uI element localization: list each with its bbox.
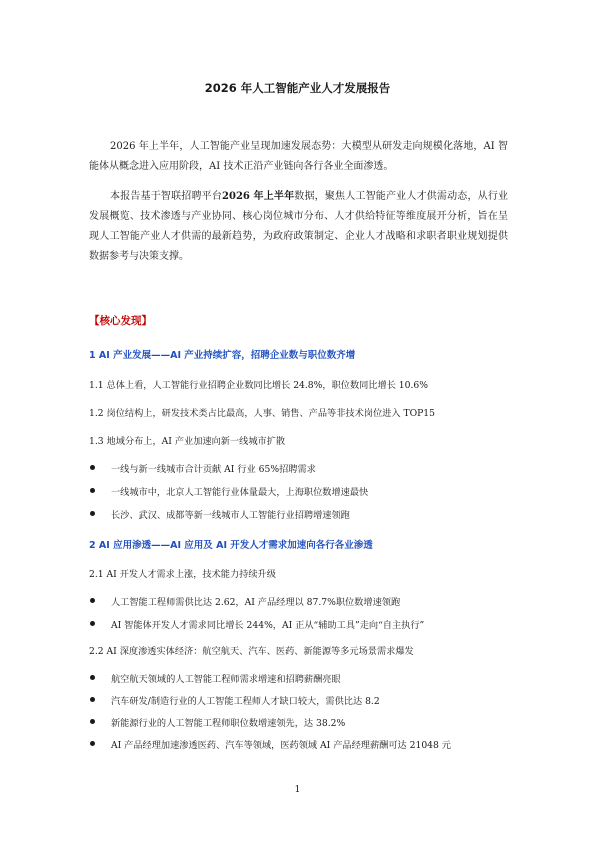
bullet-icon <box>90 465 95 470</box>
page-number: 1 <box>294 785 301 795</box>
page-title: 2026 年人工智能产业人才发展报告 <box>204 81 391 95</box>
bullet-icon <box>90 621 95 626</box>
core-findings-label: 【核心发现】 <box>89 315 152 327</box>
bullet-icon <box>90 719 95 724</box>
section-2-heading: 2 AI 应用渗透——AI 应用及 AI 开发人才需求加速向各行各业渗透 <box>89 540 373 551</box>
intro-p2-post: 数据，聚焦人工智能产业人才供需动态，从行业发展概览、技术渗透与产业协同、核心岗位城市分布、人才供给特征等维度展开分析，旨在呈现人工智能产业人才供需的最新趋势，为政府政策制定、企业人才战略和求职者职业规划提供数据参考与决策支撑。 <box>89 191 509 262</box>
section-1-heading: 1 AI 产业发展——AI 产业持续扩容，招聘企业数与职位数齐增 <box>89 350 356 361</box>
bullet-icon <box>90 488 95 493</box>
intro-p2-pre: 本报告基于智联招聘平台 <box>110 191 223 202</box>
item-1-2: 1.2 岗位结构上，研发技术类占比最高，人事、销售、产品等非技术岗位进入 TOP15 <box>89 408 435 419</box>
report-page: 2026 年人工智能产业人才发展报告 2026 年上半年，人工智能产业呈现加速发展态势：大模型从研发走向规模化落地，AI 智能体从概念进入应用阶段，AI 技术正沿产业链向各行各业全面渗透。 本报告基于智联招聘平台2026 年上半年数据，聚焦人工智能产业人才供需动态，从行业发展概览、技术渗透与产业协同、核心岗位城市分布、人才供给特征等维度展开分析，旨在呈现人工智能产业人才供需的最新趋势，为政府政策制定、企业人才战略和求职者职业规划提供数据参考与决策支撑。 【核心发现】 1 AI 产业发展——AI 产业持续扩容，招聘企业数与职位数齐增 1.1 总体上看，人工智能行业招聘企业数同比增长 24.8%，职位数同比增长 10.6% 1.2 岗位结构上，研发技术类占比最高，人事、销售、产品等非技术岗位进入 TOP15 1.3 地域分布上，AI 产业加速向新一线城市扩散 一线与新一线城市合计贡献 AI 行业 65%招聘需求 一线城市中，北京人工智能行业体量最大，上海职位数增速最快 长沙、武汉、成都等新一线城市人工智能行业招聘增速领跑 2 AI 应用渗透——AI 应用及 AI 开发人才需求加速向各行各业渗透 2.1 AI 开发人才需求上涨，技术能力持续升级 人工智能工程师需供比达 2.62，AI 产品经理以 87.7%职位数增速领跑 AI 智能体开发人才需求同比增长 244%，AI 正从“辅助工具”走向“自主执行” 2.2 AI 深度渗透实体经济：航空航天、汽车、医药、新能源等多元场景需求爆发 航空航天领域的人工智能工程师需求增速和招聘薪酬亮眼 汽车研发/制造行业的人工智能工程师人才缺口较大，需供比达 8.2 新能源行业的人工智能工程师职位数增速领先，达 38.2% AI 产品经理加速渗透医药、汽车等领域，医药领域 AI 产品经理薪酬可达 21048 元 1 <box>0 0 595 842</box>
intro-p2-bold: 2026 年上半年 <box>222 191 295 202</box>
intro-paragraph-2 <box>89 187 508 267</box>
intro-paragraph-1: 2026 年上半年，人工智能产业呈现加速发展态势：大模型从研发走向规模化落地，AI 智能体从概念进入应用阶段，AI 技术正沿产业链向各行各业全面渗透。 <box>89 141 508 172</box>
bullet-icon <box>90 511 95 516</box>
item-2-2: 2.2 AI 深度渗透实体经济：航空航天、汽车、医药、新能源等多元场景需求爆发 <box>89 646 414 657</box>
item-2-1: 2.1 AI 开发人才需求上涨，技术能力持续升级 <box>89 569 276 580</box>
item-1-1: 1.1 总体上看，人工智能行业招聘企业数同比增长 24.8%，职位数同比增长 10.6% <box>89 380 428 391</box>
bullet-icon <box>90 741 95 746</box>
item-1-3: 1.3 地域分布上，AI 产业加速向新一线城市扩散 <box>89 436 286 447</box>
bullet-icon <box>90 697 95 702</box>
bullet-icon <box>90 598 95 603</box>
bullet-icon <box>90 675 95 680</box>
